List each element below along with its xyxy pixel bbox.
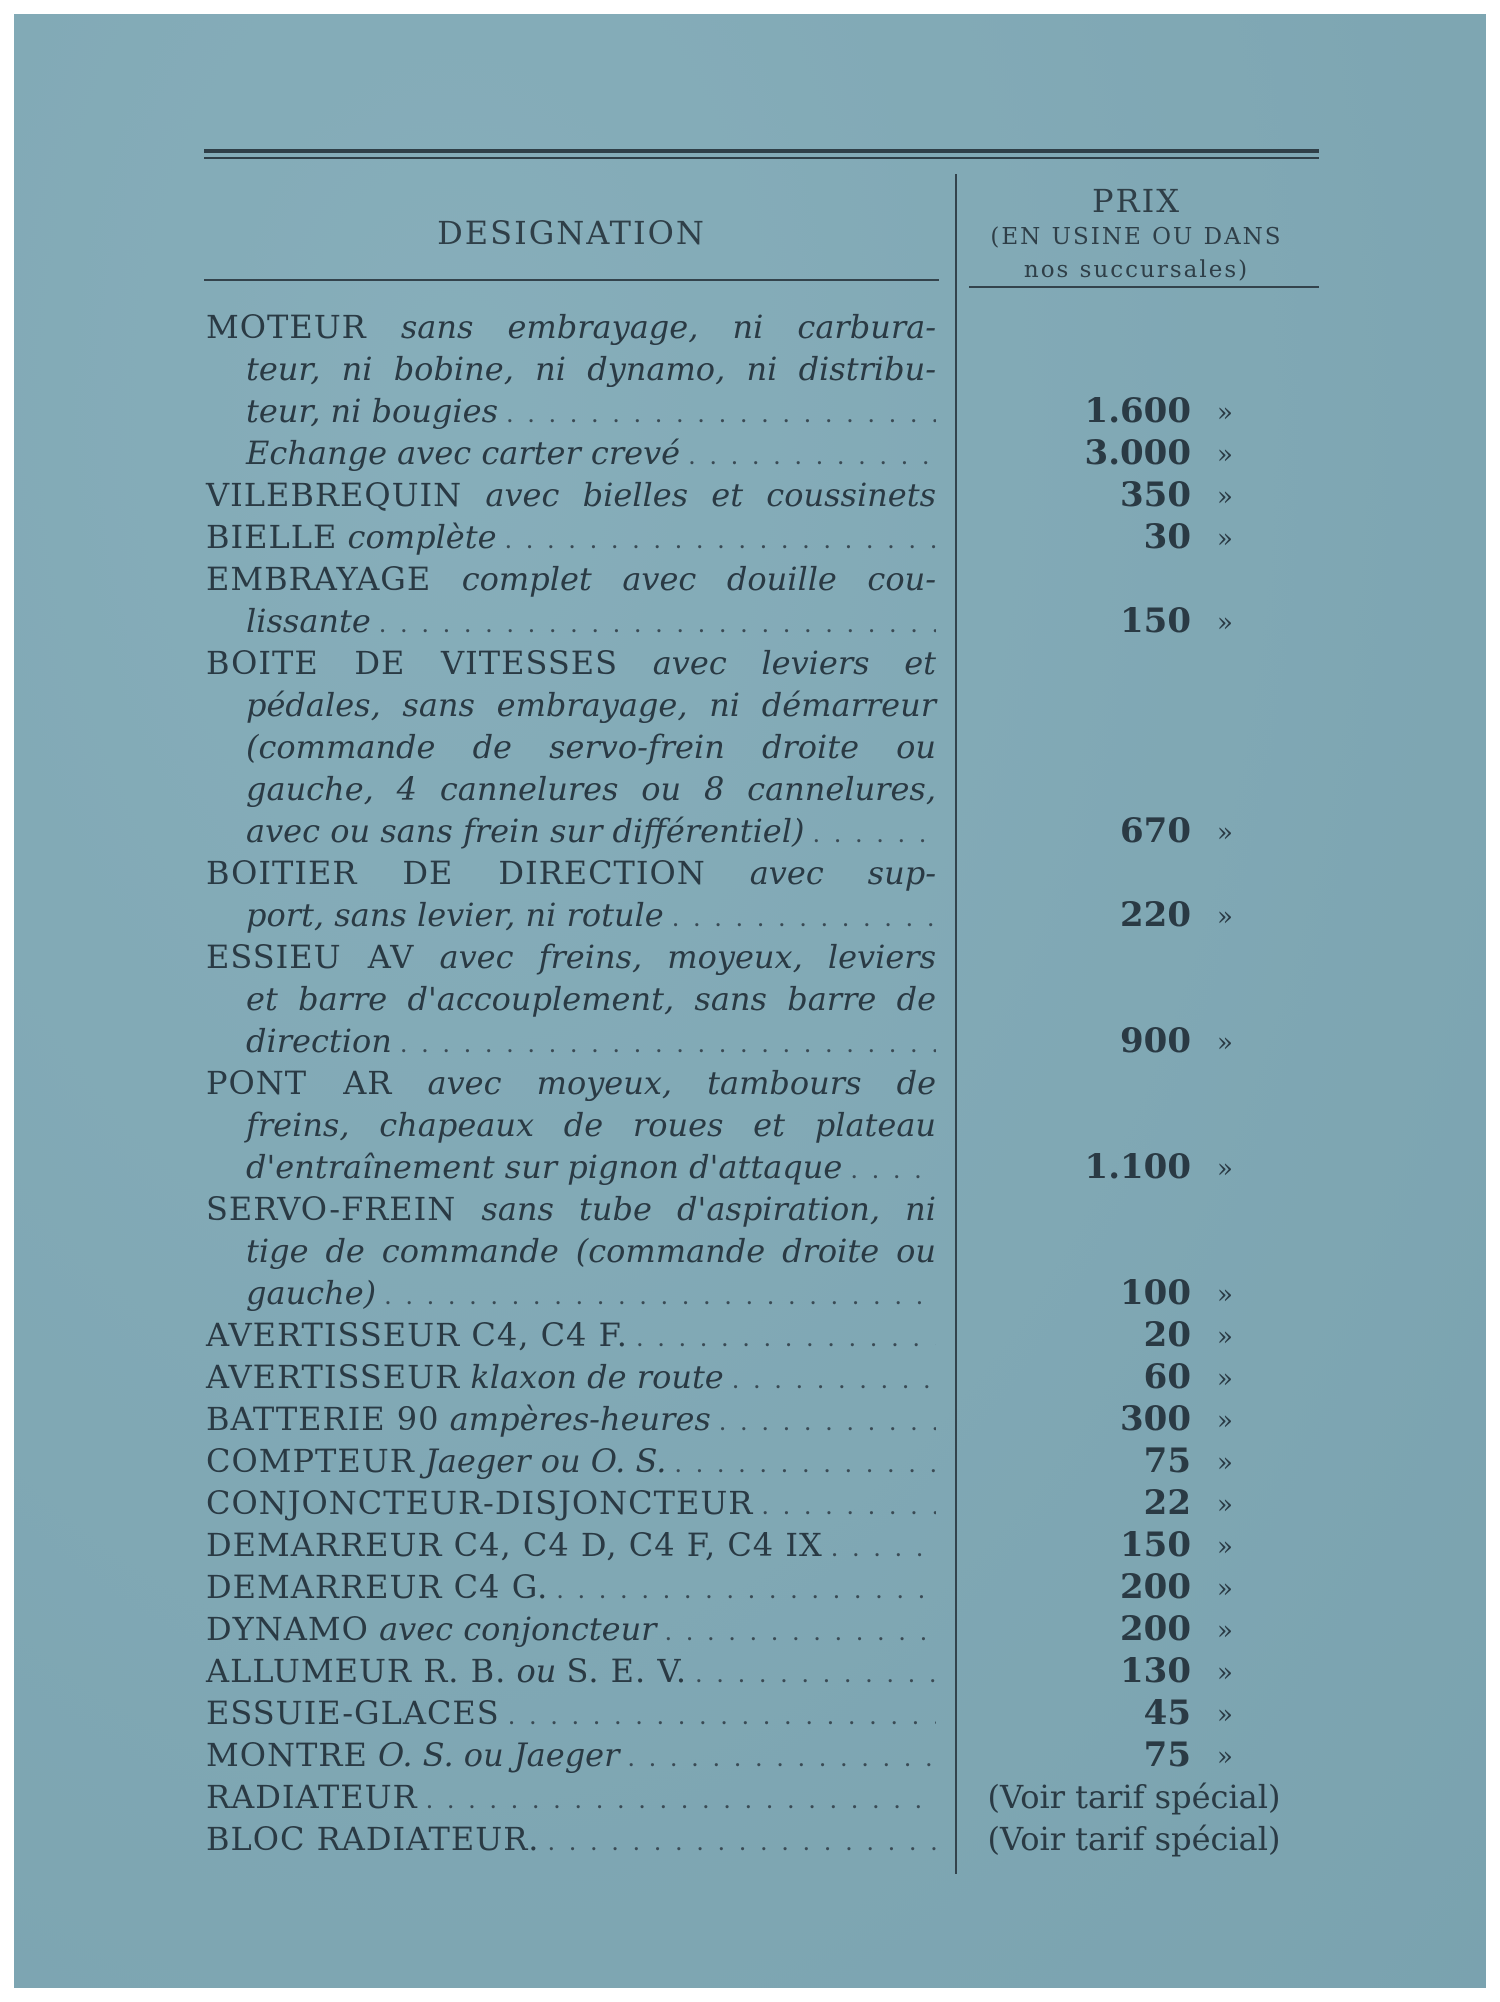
item-detail: ampères-heures bbox=[439, 1400, 711, 1438]
price-subheader-line1: (EN USINE OU DANS bbox=[990, 224, 1283, 250]
item-line-boite bbox=[206, 726, 936, 768]
item-line-bielle bbox=[206, 516, 936, 558]
dot-leader bbox=[850, 1149, 936, 1191]
item-detail: (commande de servo-frein droite ou bbox=[246, 728, 936, 766]
dot-leader bbox=[636, 1317, 936, 1359]
item-line-compteur bbox=[206, 1440, 936, 1482]
item-name: PONT AR bbox=[206, 1064, 393, 1102]
ditto-mark: » bbox=[1217, 524, 1233, 554]
item-name: SERVO-FREIN bbox=[206, 1190, 457, 1228]
item-detail: avec sup- bbox=[705, 854, 937, 892]
dot-leader bbox=[812, 813, 936, 855]
dot-leader bbox=[695, 1653, 936, 1695]
item-detail: lissante bbox=[246, 602, 371, 640]
item-detail: d'entraînement sur pignon d'attaque bbox=[246, 1148, 843, 1186]
item-line-boite bbox=[206, 684, 936, 726]
item-detail: Echange avec carter crevé bbox=[246, 434, 681, 472]
ditto-mark: » bbox=[1217, 398, 1233, 428]
item-line-demarreur1 bbox=[206, 1524, 936, 1566]
item-line-embrayage bbox=[206, 558, 936, 600]
price-value: 200 bbox=[1120, 1567, 1191, 1607]
price-value: 75 bbox=[1143, 1735, 1191, 1775]
item-detail: klaxon de route bbox=[460, 1358, 724, 1396]
dot-leader bbox=[732, 1359, 936, 1401]
ditto-mark: » bbox=[1217, 1280, 1233, 1310]
ditto-mark: » bbox=[1217, 1154, 1233, 1184]
dot-leader bbox=[672, 897, 936, 939]
item-line-boite bbox=[206, 768, 936, 810]
dot-leader bbox=[400, 1023, 936, 1065]
dot-leader bbox=[688, 435, 936, 477]
price-value: 300 bbox=[1120, 1399, 1191, 1439]
ditto-mark: » bbox=[1217, 1658, 1233, 1688]
item-line-dynamo bbox=[206, 1608, 936, 1650]
item-line-essieu bbox=[206, 1020, 936, 1062]
item-name: CONJONCTEUR-DISJONCTEUR bbox=[206, 1484, 754, 1522]
price-row-radiateur bbox=[969, 1776, 1309, 1818]
item-line-boite bbox=[206, 642, 936, 684]
dot-leader bbox=[505, 519, 936, 561]
price-row-avert1 bbox=[969, 1314, 1309, 1356]
dot-leader bbox=[664, 1611, 936, 1653]
item-line-servo bbox=[206, 1230, 936, 1272]
item-name: DYNAMO bbox=[206, 1610, 369, 1648]
item-detail: avec moyeux, tambours de bbox=[392, 1064, 937, 1102]
price-row-compteur bbox=[969, 1440, 1309, 1482]
column-divider bbox=[955, 174, 957, 1874]
item-line-essieu bbox=[206, 936, 936, 978]
ditto-mark: » bbox=[1217, 1406, 1233, 1436]
item-detail: sans tube d'aspiration, ni bbox=[456, 1190, 936, 1228]
item-line-echange bbox=[206, 432, 936, 474]
see-special-tariff: (Voir tarif spécial) bbox=[987, 1778, 1281, 1816]
item-line-essieu bbox=[206, 978, 936, 1020]
item-detail: avec conjoncteur bbox=[368, 1610, 657, 1648]
price-row-conjoncteur bbox=[969, 1482, 1309, 1524]
item-name: ESSIEU AV bbox=[206, 938, 415, 976]
item-line-moteur bbox=[206, 348, 936, 390]
item-line-pont bbox=[206, 1104, 936, 1146]
price-list-page bbox=[14, 14, 1486, 1988]
ditto-mark: » bbox=[1217, 1574, 1233, 1604]
price-value: 22 bbox=[1143, 1483, 1191, 1523]
item-line-conjoncteur bbox=[206, 1482, 936, 1524]
item-detail: O. S. ou Jaeger bbox=[367, 1736, 620, 1774]
price-value: 45 bbox=[1143, 1693, 1191, 1733]
item-line-bloc bbox=[206, 1818, 936, 1860]
price-value: 130 bbox=[1120, 1651, 1191, 1691]
ditto-mark: » bbox=[1217, 1490, 1233, 1520]
price-row-echange bbox=[969, 432, 1309, 474]
item-name: AVERTISSEUR C4, C4 F. bbox=[206, 1316, 628, 1354]
ditto-mark: » bbox=[1217, 1532, 1233, 1562]
designation-column bbox=[206, 306, 936, 1860]
item-detail: et barre d'accouplement, sans barre de bbox=[246, 980, 936, 1018]
item-detail: complète bbox=[337, 518, 497, 556]
dot-leader bbox=[556, 1569, 936, 1611]
price-value: 30 bbox=[1143, 517, 1191, 557]
item-name: MONTRE bbox=[206, 1736, 368, 1774]
price-header: PRIX bbox=[1091, 182, 1182, 220]
item-line-demarreur2 bbox=[206, 1566, 936, 1608]
item-name: VILEBREQUIN bbox=[206, 476, 463, 514]
item-line-avert2 bbox=[206, 1356, 936, 1398]
item-line-pont bbox=[206, 1062, 936, 1104]
item-detail: teur, ni bobine, ni dynamo, ni distribu- bbox=[246, 350, 936, 388]
price-row-essuie bbox=[969, 1692, 1309, 1734]
price-row-essieu bbox=[969, 978, 1309, 1020]
item-detail: gauche, 4 cannelures ou 8 cannelures, bbox=[246, 770, 936, 808]
price-row-bielle bbox=[969, 516, 1309, 558]
item-name: ALLUMEUR R. B. bbox=[206, 1652, 507, 1690]
ditto-mark: » bbox=[1217, 1700, 1233, 1730]
item-name: MOTEUR bbox=[206, 308, 367, 346]
price-row-vilebrequin bbox=[969, 474, 1309, 516]
item-detail: pédales, sans embrayage, ni démarreur bbox=[246, 686, 936, 724]
item-line-pont bbox=[206, 1146, 936, 1188]
item-line-moteur bbox=[206, 390, 936, 432]
price-row-batterie bbox=[969, 1398, 1309, 1440]
item-detail: Jaeger ou O. S. bbox=[414, 1442, 667, 1480]
dot-leader bbox=[426, 1779, 936, 1821]
ditto-mark: » bbox=[1217, 902, 1233, 932]
item-line-servo bbox=[206, 1272, 936, 1314]
price-row-pont bbox=[969, 1062, 1309, 1104]
price-row-pont bbox=[969, 1104, 1309, 1146]
price-value: 20 bbox=[1143, 1315, 1191, 1355]
ditto-mark: » bbox=[1217, 1322, 1233, 1352]
price-value: 220 bbox=[1120, 895, 1191, 935]
item-name: ESSUIE-GLACES bbox=[206, 1694, 500, 1732]
dot-leader bbox=[674, 1443, 936, 1485]
price-row-boite bbox=[969, 684, 1309, 726]
price-row-boite bbox=[969, 642, 1309, 684]
price-row-embrayage bbox=[969, 558, 1309, 600]
dot-leader bbox=[761, 1485, 936, 1527]
item-detail: freins, chapeaux de roues et plateau bbox=[246, 1106, 936, 1144]
item-name: BOITIER DE DIRECTION bbox=[206, 854, 706, 892]
item-line-servo bbox=[206, 1188, 936, 1230]
ditto-mark: » bbox=[1217, 1616, 1233, 1646]
price-header-rule bbox=[969, 286, 1319, 288]
dot-leader bbox=[831, 1527, 936, 1569]
price-row-servo bbox=[969, 1188, 1309, 1230]
price-value: 150 bbox=[1120, 601, 1191, 641]
item-name: EMBRAYAGE bbox=[206, 560, 432, 598]
price-value: 75 bbox=[1143, 1441, 1191, 1481]
price-row-boitier bbox=[969, 894, 1309, 936]
item-name: BIELLE bbox=[206, 518, 338, 556]
item-name-suffix: S. E. V. bbox=[566, 1652, 688, 1690]
ditto-mark: » bbox=[1217, 818, 1233, 848]
price-row-dynamo bbox=[969, 1608, 1309, 1650]
item-line-montre bbox=[206, 1734, 936, 1776]
ditto-mark: » bbox=[1217, 1364, 1233, 1394]
price-value: 900 bbox=[1120, 1021, 1191, 1061]
see-special-tariff: (Voir tarif spécial) bbox=[987, 1820, 1281, 1858]
price-value: 350 bbox=[1120, 475, 1191, 515]
ditto-mark: » bbox=[1217, 482, 1233, 512]
ditto-mark: » bbox=[1217, 608, 1233, 638]
price-row-moteur bbox=[969, 390, 1309, 432]
price-row-servo bbox=[969, 1230, 1309, 1272]
designation-header: DESIGNATION bbox=[437, 214, 706, 252]
item-name: RADIATEUR bbox=[206, 1778, 418, 1816]
ditto-mark: » bbox=[1217, 1028, 1233, 1058]
item-line-radiateur bbox=[206, 1776, 936, 1818]
price-row-essieu bbox=[969, 1020, 1309, 1062]
price-value: 200 bbox=[1120, 1609, 1191, 1649]
price-subheader-line2: nos succursales) bbox=[1023, 257, 1250, 283]
price-row-boitier bbox=[969, 852, 1309, 894]
item-line-avert1 bbox=[206, 1314, 936, 1356]
price-row-essieu bbox=[969, 936, 1309, 978]
item-name: BOITE DE VITESSES bbox=[206, 644, 619, 682]
item-name: COMPTEUR bbox=[206, 1442, 415, 1480]
price-value: 1.100 bbox=[1084, 1147, 1191, 1187]
price-row-boite bbox=[969, 726, 1309, 768]
item-detail: direction bbox=[246, 1022, 392, 1060]
price-subheader bbox=[969, 221, 1304, 287]
item-line-embrayage bbox=[206, 600, 936, 642]
dot-leader bbox=[384, 1275, 936, 1317]
price-row-boite bbox=[969, 810, 1309, 852]
dot-leader bbox=[506, 393, 936, 435]
price-column bbox=[969, 306, 1309, 1860]
price-row-pont bbox=[969, 1146, 1309, 1188]
dot-leader bbox=[719, 1401, 936, 1443]
item-line-vilebrequin bbox=[206, 474, 936, 516]
item-name: BATTERIE 90 bbox=[206, 1400, 440, 1438]
item-detail: sans embrayage, ni carbura- bbox=[366, 308, 936, 346]
item-line-boite bbox=[206, 810, 936, 852]
item-line-essuie bbox=[206, 1692, 936, 1734]
price-value: 670 bbox=[1120, 811, 1191, 851]
price-row-embrayage bbox=[969, 600, 1309, 642]
item-detail: complet avec douille cou- bbox=[431, 560, 936, 598]
dot-leader bbox=[627, 1737, 936, 1779]
price-row-montre bbox=[969, 1734, 1309, 1776]
ditto-mark: » bbox=[1217, 1742, 1233, 1772]
price-row-servo bbox=[969, 1272, 1309, 1314]
dot-leader bbox=[547, 1821, 936, 1863]
item-name: AVERTISSEUR bbox=[206, 1358, 461, 1396]
item-name: DEMARREUR C4, C4 D, C4 F, C4 IX bbox=[206, 1526, 823, 1564]
item-detail: avec bielles et coussinets bbox=[462, 476, 936, 514]
price-row-demarreur1 bbox=[969, 1524, 1309, 1566]
price-row-moteur bbox=[969, 306, 1309, 348]
top-rule-thin bbox=[204, 157, 1319, 159]
top-rule bbox=[204, 149, 1319, 153]
ditto-mark: » bbox=[1217, 440, 1233, 470]
price-row-demarreur2 bbox=[969, 1566, 1309, 1608]
item-detail: teur, ni bougies bbox=[246, 392, 498, 430]
item-detail: ou bbox=[506, 1652, 567, 1690]
item-detail: gauche) bbox=[246, 1274, 377, 1312]
item-detail: avec leviers et bbox=[618, 644, 937, 682]
item-line-boitier bbox=[206, 894, 936, 936]
dot-leader bbox=[379, 603, 936, 645]
item-name: DEMARREUR C4 G. bbox=[206, 1568, 549, 1606]
price-row-allumeur bbox=[969, 1650, 1309, 1692]
price-value: 60 bbox=[1143, 1357, 1191, 1397]
price-value: 100 bbox=[1120, 1273, 1191, 1313]
item-detail: port, sans levier, ni rotule bbox=[246, 896, 664, 934]
price-row-moteur bbox=[969, 348, 1309, 390]
price-row-boite bbox=[969, 768, 1309, 810]
item-line-allumeur bbox=[206, 1650, 936, 1692]
item-detail: avec ou sans frein sur différentiel) bbox=[246, 812, 805, 850]
price-row-bloc bbox=[969, 1818, 1309, 1860]
dot-leader bbox=[508, 1695, 936, 1737]
item-detail: avec freins, moyeux, leviers bbox=[414, 938, 937, 976]
ditto-mark: » bbox=[1217, 1448, 1233, 1478]
item-name: BLOC RADIATEUR. bbox=[206, 1820, 540, 1858]
price-value: 150 bbox=[1120, 1525, 1191, 1565]
item-line-boitier bbox=[206, 852, 936, 894]
price-value: 1.600 bbox=[1084, 391, 1191, 431]
item-line-batterie bbox=[206, 1398, 936, 1440]
price-row-avert2 bbox=[969, 1356, 1309, 1398]
designation-header-rule bbox=[204, 279, 939, 281]
item-line-moteur bbox=[206, 306, 936, 348]
item-detail: tige de commande (commande droite ou bbox=[246, 1232, 936, 1270]
price-value: 3.000 bbox=[1084, 433, 1191, 473]
